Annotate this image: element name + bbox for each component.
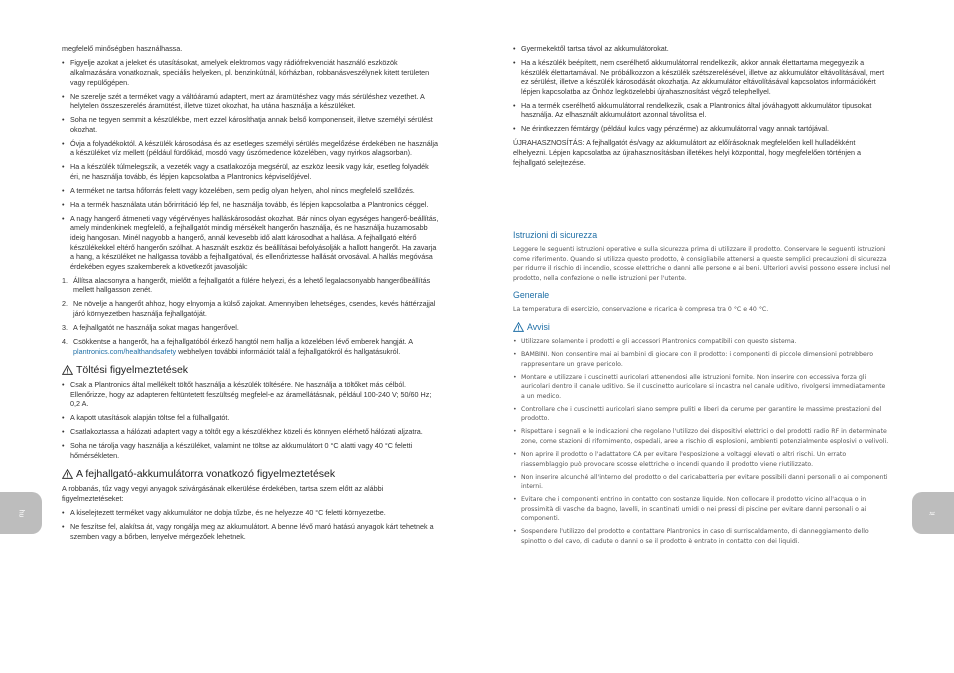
- warning-icon: [62, 365, 73, 375]
- list-item: • Rispettare i segnali e le indicazioni che regolano l'utilizzo dei dispositivi elettrici o del prodotti radio RF in determinate zone, come stazioni di rifornimento, ospedali, aree a rischio di esplosioni, ambienti potenzialmente esplosivi o velivoli.: [513, 427, 891, 446]
- item-number: 2.: [62, 299, 68, 309]
- list-item: • A kiselejtezett terméket vagy akkumulátor ne dobja tűzbe, és ne helyezze 40 °C feletti környezetbe.: [62, 508, 440, 518]
- right-page: [477, 0, 954, 673]
- list-item: • Óvja a folyadékoktól. A készülék károsodása és az esetleges személyi sérülés megelőzése érdekében ne használja a készüléket víz mellett (például fürdőkád, mosdó vagy úszómedence közelében, vagy nyirkos alagsorban).: [62, 139, 440, 158]
- heading-text: Avvisi: [527, 322, 550, 333]
- left-column: [62, 44, 440, 546]
- item-text: webhelyen további információt talál a fejhallgatókról és hallgatásukról.: [176, 346, 401, 356]
- item-text: A fejhallgatót ne használja sokat magas hangerővel.: [73, 322, 239, 332]
- list-item: • Figyelje azokat a jeleket és utasításokat, amelyek elektromos vagy rádiófrekvenciát használó eszközök alkalmazására vonatkoznak, speciális helyeken, pl. benzinkútnál, kórházban, robbanásveszélynek kitett területen vagy repülőgépen.: [62, 58, 440, 87]
- list-item: • Ne érintkezzen fémtárgy (például kulcs vagy pénzérme) az akkumulátorral vagy annak tartójával.: [513, 124, 891, 134]
- list-item: • Csatlakoztassa a hálózati adaptert vagy a töltőt egy a készülékhez közeli és könnyen elérhető hálózati aljzatra.: [62, 427, 440, 437]
- it-general-heading: Generale: [513, 290, 550, 301]
- italian-section: [513, 229, 891, 546]
- list-item: • BAMBINI. Non consentire mai ai bambini di giocare con il prodotto: i componenti di piccole dimensioni potrebbero rappresentare un grave pericolo.: [513, 350, 891, 369]
- list-item: • Csak a Plantronics által mellékelt töltőt használja a készülék töltésére. Ne használja a töltőket más célból. Ellenőrizze, hogy az adapteren feltüntetett feszültség megfelel-e az áramellátásnak, például 100-240 V; 50/60 Hz; 0,2 A.: [62, 380, 440, 409]
- language-tab-it: [912, 492, 954, 534]
- numbered-item: [62, 337, 440, 356]
- item-number: 4.: [62, 336, 68, 346]
- right-column: [513, 44, 891, 550]
- item-text: Ne növelje a hangerőt ahhoz, hogy elnyomja a külső zajokat. Amennyiben lehetséges, csendes, kevés háttérzajjal járó környezetben használja fejhallgatóját.: [73, 299, 436, 318]
- it-general-text: La temperatura di esercizio, conservazione e ricarica è compresa tra 0 °C e 40 °C.: [513, 306, 769, 314]
- list-item: • Soha ne tárolja vagy használja a készüléket, valamint ne töltse az akkumulátort 0 °C alatti vagy 40 °C feletti hőmérsékleten.: [62, 441, 440, 460]
- battery-warnings-heading: [62, 468, 440, 480]
- list-item: • Montare e utilizzare i cuscinetti auricolari attenendosi alle istruzioni fornite. Non inserire con eccessiva forza gli auricolari dentro il canale uditivo. Se il cuscinetto auricolare si incastra nel canale uditivo, rivolgersi immediatamente a un medico.: [513, 373, 891, 402]
- healthandsafety-link[interactable]: plantronics.com/healthandsafety: [73, 346, 177, 356]
- list-item: • Non aprire il prodotto o l'adattatore CA per evitare l'esposizione a voltaggi elevati o altri rischi. Un errato riassemblaggio può provocare scosse elettriche o incendi quando il prodotto viene riutilizzato.: [513, 450, 891, 469]
- recycling-text: ÚJRAHASZNOSÍTÁS: A fejhallgatót és/vagy az akkumulátort az előírásoknak megfelelően kell hulladékként elhelyezni. Lépjen kapcsolatba az újrahasznosításban illetékes helyi központtal, hogy megfelelően történjen a fejhallgató selejtezése.: [513, 138, 862, 167]
- list-item: • Ne szerelje szét a terméket vagy a váltóáramú adaptert, mert az áramütéshez vagy más sérüléshez vezethet. A helytelen összeszerelés áramütést, illetve tüzet okozhat, ha utána használja a készüléket.: [62, 92, 440, 111]
- item-number: 1.: [62, 275, 68, 285]
- list-item: • Sospendere l'utilizzo del prodotto e contattare Plantronics in caso di surriscaldamento, di danneggiamento dello spinotto o del cavo, di cadute o danni o se il prodotto è entrato in contatto con dei liquidi.: [513, 527, 891, 546]
- item-number: 3.: [62, 322, 68, 332]
- list-item: • Evitare che i componenti entrino in contatto con sostanze liquide. Non collocare il prodotto vicino all'acqua o in prossimità di vasche da bagno, lavelli, in scantinati umidi o nei pressi di piscine per evitare danni personali o ai componenti.: [513, 495, 891, 524]
- list-item: • Gyermekektől tartsa távol az akkumulátorokat.: [513, 44, 891, 54]
- numbered-item: [62, 323, 440, 333]
- warning-icon: [513, 322, 524, 332]
- intro-fragment: megfelelő minőségben használhassa.: [62, 44, 183, 53]
- list-item: • A kapott utasítások alapján töltse fel a fülhallgatót.: [62, 413, 440, 423]
- numbered-item: [62, 299, 440, 318]
- tab-label: hu: [17, 509, 25, 517]
- numbered-item: [62, 276, 440, 295]
- list-item: • Ha a készülék túlmelegszik, a vezeték vagy a csatlakozója megsérül, az eszköz leesik vagy kár, esetleg folyadék éri, ne használja tovább, és lépjen kapcsolatba a Plantronics képviselőjével.: [62, 162, 440, 181]
- list-item: • Soha ne tegyen semmit a készülékbe, mert ezzel károsíthatja annak belső komponenseit, illetve személyi sérülést okozhat.: [62, 115, 440, 134]
- language-tab-hu: [0, 492, 42, 534]
- list-item: • A nagy hangerő átmeneti vagy végérvényes halláskárosodást okozhat. Bár nincs olyan egységes hangerő-beállítás, amely mindenkinek megfelelő, a fejhallgatót mindig mérsékelt hangerőn használja, és ne használja huzamosabb ideig hangosan. Minél nagyobb a hangerő, annál kevesebb idő alatt károsodhat a hallása. A fejhallgató eltérő készülékekkel eltérő hangerőn szólhat. A használt eszköz és beállításai befolyásolják a hallott hangerőt. Ha zavarja a hang, a készüléket ne hallgassa tovább a fejhallgatóval, és ellenőriztesse hallását orvosával. A hallás megóvása érdekében egyes szakemberek a következőt javasolják:: [62, 214, 440, 272]
- item-text: Állítsa alacsonyra a hangerőt, mielőtt a fejhallgatót a fülére helyezi, és a lehető legalacsonyabb hangerőbeállítás mellett hallgasson zenét.: [73, 275, 431, 295]
- tab-label: it: [929, 511, 937, 515]
- list-item: • Controllare che i cuscinetti auricolari siano sempre puliti e liberi da cerume per garantire le massime prestazioni del prodotto.: [513, 405, 891, 424]
- list-item: • Non inserire alcunché all'interno del prodotto o del caricabatteria per evitare possibili danni personali o ai componenti interni.: [513, 473, 891, 492]
- it-safety-text: Leggere le seguenti istruzioni operative e sulla sicurezza prima di utilizzare il prodotto. Conservare le seguenti istruzioni come riferimento. Quando si utilizza questo prodotto, è consigliabile attenersi a queste semplici precauzioni di sicurezza per ridurre il rischio di incendio, scosse elettriche o danni alle persone e ai beni. Ulteriori avvisi possono essere inclusi nel prodotto, nella confezione o nelle istruzioni per l'utente.: [513, 246, 891, 282]
- list-item: • Ne feszítse fel, alakítsa át, vagy rongálja meg az akkumulátort. A benne lévő maró hatású anyagok kárt tehetnek a szemben vagy a bőrben, lenyelve mérgezőek lehetnek.: [62, 522, 440, 541]
- list-item: • Ha a termék használata után bőrirritáció lép fel, ne használja tovább, és lépjen kapcsolatba a Plantronics céggel.: [62, 200, 440, 210]
- heading-text: A fejhallgató-akkumulátorra vonatkozó figyelmeztetések: [76, 468, 336, 481]
- heading-text: Töltési figyelmeztetések: [76, 364, 189, 377]
- list-item: • Utilizzare solamente i prodotti e gli accessori Plantronics compatibili con questo sistema.: [513, 337, 891, 347]
- it-safety-heading: Istruzioni di sicurezza: [513, 230, 598, 241]
- battery-intro: A robbanás, tűz vagy vegyi anyagok szivárgásának elkerülése érdekében, tartsa szem előtt az alábbi figyelmeztetéseket:: [62, 484, 384, 504]
- list-item: • Ha a készülék beépített, nem cserélhető akkumulátorral rendelkezik, akkor annak élettartama megegyezik a készülék élettartamával. Ne próbálkozzon a készülék szétszerelésével, illetve az akkumulátor eltávolításával, mert ez sérülést, illetve a készülék károsodását okozhatja. Az akkumulátor eltávolításával kapcsolatos információkért lépjen kapcsolatba az Önhöz legközelebbi újrahasznosítást végző telephellyel.: [513, 58, 891, 96]
- item-text: Csökkentse a hangerőt, ha a fejhallgatóból érkező hangtól nem hallja a közelében lévő emberek hangját. A: [73, 336, 413, 346]
- list-item: • A terméket ne tartsa hőforrás felett vagy közelében, sem pedig olyan helyen, ahol nincs megfelelő szellőzés.: [62, 186, 440, 196]
- charging-warnings-heading: [62, 364, 440, 376]
- it-warnings-heading: [513, 321, 891, 333]
- warning-icon: [62, 469, 73, 479]
- list-item: • Ha a termék cserélhető akkumulátorral rendelkezik, csak a Plantronics által jóváhagyott akkumulátor típusokat használja. Az elhasznált akkumulátort azonnal távolítsa el.: [513, 101, 891, 120]
